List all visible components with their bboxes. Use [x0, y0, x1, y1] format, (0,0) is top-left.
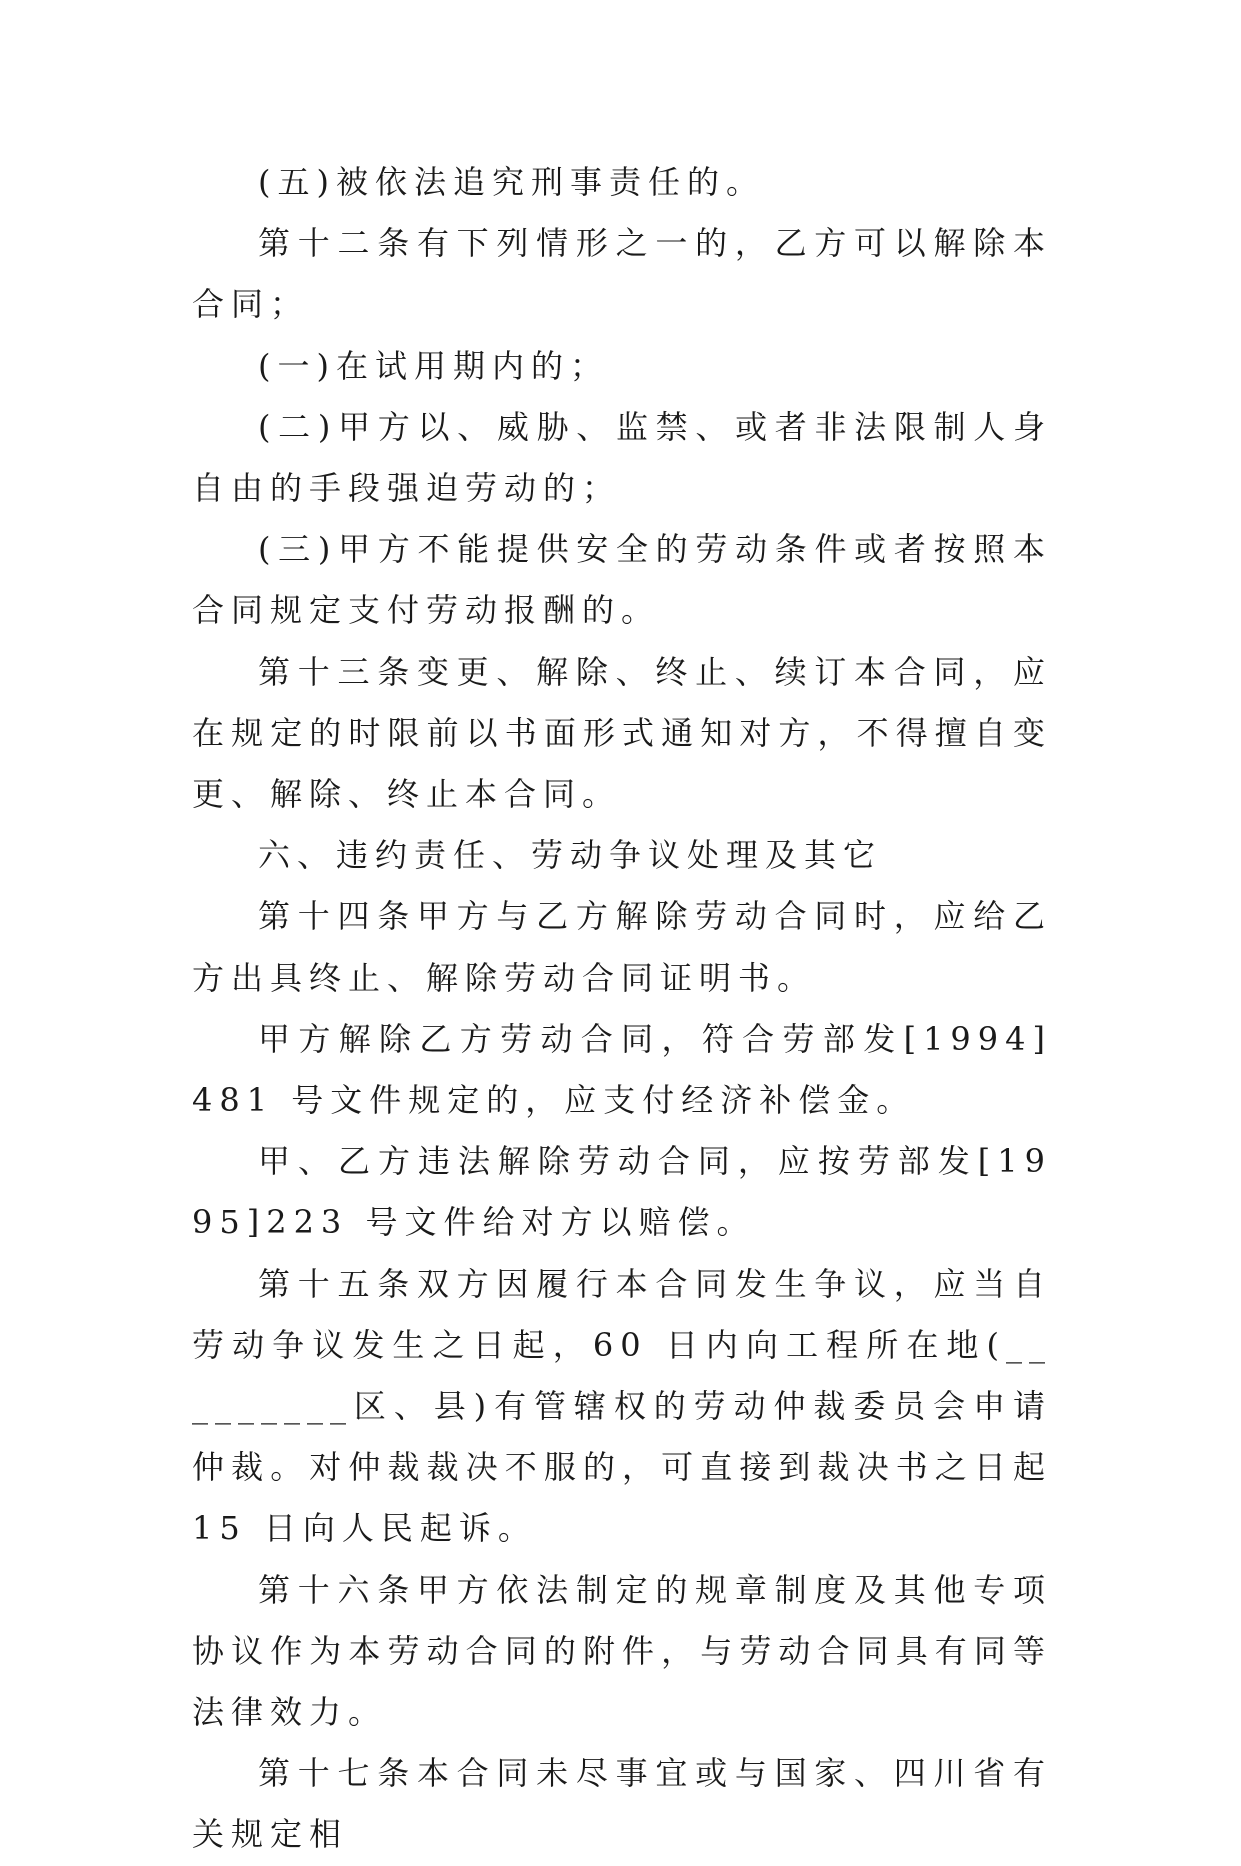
article-12-item-2: (二)甲方以、威胁、监禁、或者非法限制人身自由的手段强迫劳动的；: [192, 407, 1052, 508]
article-15: 第十五条双方因履行本合同发生争议，应当自劳动争议发生之日起，60 日内向工程所在地(_________区、县)有管辖权的劳动仲裁委员会申请仲裁。对仲裁裁决不服的，可直接到裁决书之日起 15 日向人民起诉。: [192, 1264, 1052, 1548]
article-14-paragraph-2: 甲方解除乙方劳动合同，符合劳部发[1994]481 号文件规定的，应支付经济补偿金。: [192, 1019, 1052, 1120]
document-body: [192, 152, 1052, 1866]
section-heading-6: 六、违约责任、劳动争议处理及其它: [258, 836, 883, 875]
article-14-paragraph-3: 甲、乙方违法解除劳动合同，应按劳部发[1995]223 号文件给对方以赔偿。: [192, 1142, 1052, 1242]
article-14: 第十四条甲方与乙方解除劳动合同时，应给乙方出具终止、解除劳动合同证明书。: [192, 897, 1052, 997]
article-12-item-1: (一)在试用期内的；: [258, 346, 609, 385]
article-12-item-3: (三)甲方不能提供安全的劳动条件或者按照本合同规定支付劳动报酬的。: [192, 530, 1052, 630]
article-17: 第十七条本合同未尽事宜或与国家、四川省有关规定相: [192, 1754, 1052, 1854]
paragraph-item-5: (五)被依法追究刑事责任的。: [258, 163, 765, 201]
article-13: 第十三条变更、解除、终止、续订本合同，应在规定的时限前以书面形式通知对方，不得擅自变更、解除、终止本合同。: [192, 652, 1052, 814]
article-16: 第十六条甲方依法制定的规章制度及其他专项协议作为本劳动合同的附件，与劳动合同具有同等法律效力。: [192, 1570, 1052, 1732]
article-12: 第十二条有下列情形之一的，乙方可以解除本合同；: [192, 224, 1052, 324]
